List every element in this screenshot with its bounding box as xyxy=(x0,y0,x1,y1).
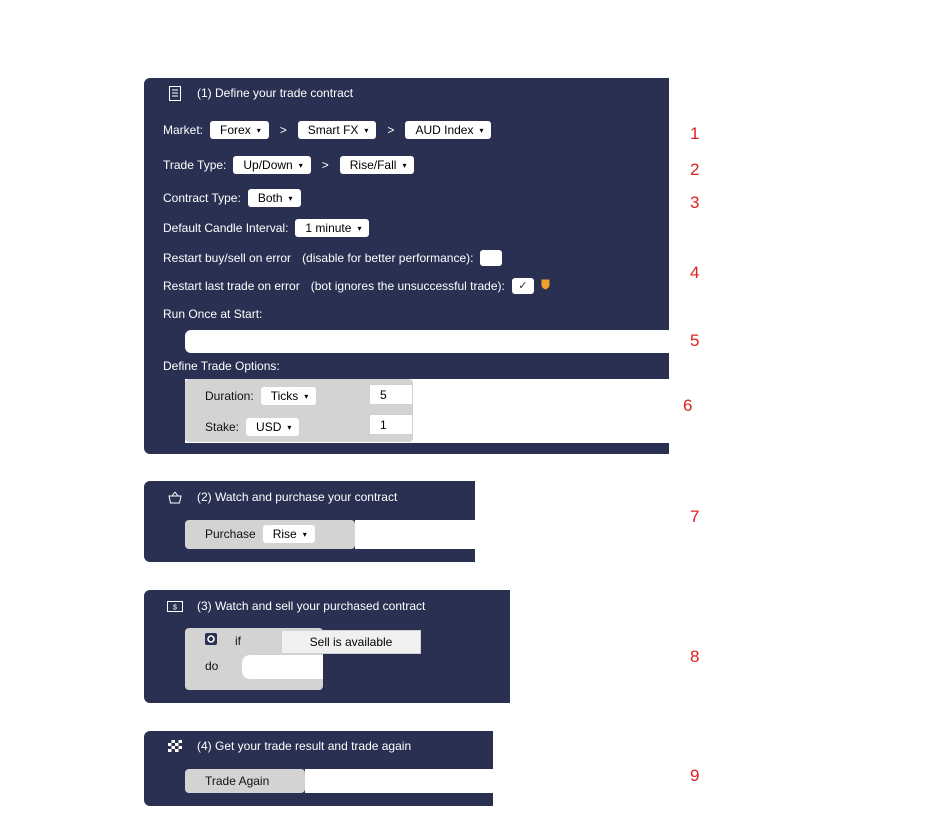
purchase-slot xyxy=(355,520,475,549)
svg-text:$: $ xyxy=(173,604,177,611)
chevron-down-icon: ▾ xyxy=(364,125,369,135)
trade-type-label: Trade Type: xyxy=(163,158,227,172)
sell-header xyxy=(167,598,425,614)
restart-last-trade-checkbox[interactable]: ✓ xyxy=(512,278,534,294)
trade-again-label: Trade Again xyxy=(205,774,270,788)
do-slot[interactable] xyxy=(242,655,323,679)
trade-contract-header xyxy=(167,85,353,101)
trade-again-title: (4) Get your trade result and trade again xyxy=(197,739,412,753)
gear-icon[interactable] xyxy=(205,633,217,648)
chevron-down-icon: ▾ xyxy=(298,160,303,170)
trade-options-label: Define Trade Options: xyxy=(163,359,280,373)
trade-again-statement[interactable] xyxy=(185,769,305,793)
duration-value-field[interactable]: 5 xyxy=(369,384,413,405)
restart-last-trade-hint: (bot ignores the unsuccessful trade): xyxy=(310,279,505,293)
chevron-down-icon: ▾ xyxy=(479,125,484,135)
candle-interval-dropdown[interactable]: 1 minute ▾ xyxy=(295,219,369,237)
duration-label: Duration: xyxy=(205,389,254,403)
money-bill-icon xyxy=(167,598,183,614)
marker-4: 4 xyxy=(690,263,700,282)
sell-block[interactable] xyxy=(144,590,510,703)
trade-type-row xyxy=(163,156,414,174)
purchase-title: (2) Watch and purchase your contract xyxy=(197,490,398,504)
stake-label: Stake: xyxy=(205,420,240,434)
chevron-down-icon: ▾ xyxy=(304,391,309,401)
trade-type-dropdown[interactable]: Rise/Fall ▾ xyxy=(340,156,415,174)
chevron-down-icon: ▾ xyxy=(357,223,362,233)
market-dropdown[interactable]: Forex ▾ xyxy=(210,121,269,139)
sell-condition-block[interactable]: Sell is available xyxy=(281,630,421,654)
run-once-row xyxy=(163,307,262,321)
trade-again-block[interactable] xyxy=(144,731,493,806)
purchase-type-dropdown[interactable]: Rise ▾ xyxy=(263,525,315,543)
do-label: do xyxy=(205,659,219,673)
chevron-down-icon: ▾ xyxy=(288,193,293,203)
restart-buy-sell-checkbox[interactable] xyxy=(480,250,502,266)
candle-interval-row xyxy=(163,219,369,237)
contract-type-row xyxy=(163,189,301,207)
stake-row xyxy=(205,418,299,436)
trade-contract-block[interactable] xyxy=(144,78,669,454)
separator-arrow: > xyxy=(279,123,287,137)
basket-icon xyxy=(167,489,183,505)
symbol-dropdown[interactable]: AUD Index ▾ xyxy=(405,121,491,139)
stake-value-field[interactable]: 1 xyxy=(369,414,413,435)
purchase-label: Purchase xyxy=(205,527,256,541)
marker-6: 6 xyxy=(683,396,693,415)
restart-buy-sell-row xyxy=(163,250,502,266)
marker-1: 1 xyxy=(690,124,700,143)
market-label: Market: xyxy=(163,123,204,137)
restart-last-trade-label: Restart last trade on error xyxy=(163,279,300,293)
trade-again-row xyxy=(205,774,269,788)
chevron-down-icon: ▾ xyxy=(287,422,292,432)
market-row xyxy=(163,121,491,139)
duration-row xyxy=(205,387,316,405)
restart-buy-sell-hint: (disable for better performance): xyxy=(302,251,474,265)
candle-interval-label: Default Candle Interval: xyxy=(163,221,289,235)
contract-type-label: Contract Type: xyxy=(163,191,241,205)
document-icon xyxy=(167,85,183,101)
marker-5: 5 xyxy=(690,331,700,350)
marker-7: 7 xyxy=(690,507,700,526)
marker-9: 9 xyxy=(690,766,700,785)
trade-contract-title: (1) Define your trade contract xyxy=(197,86,354,100)
marker-8: 8 xyxy=(690,647,700,666)
marker-3: 3 xyxy=(690,193,700,212)
do-row xyxy=(205,659,218,673)
purchase-row xyxy=(205,525,315,543)
chevron-down-icon: ▾ xyxy=(302,529,307,539)
marker-2: 2 xyxy=(690,160,700,179)
if-row xyxy=(205,633,241,648)
purchase-block[interactable] xyxy=(144,481,475,562)
trade-type-category-dropdown[interactable]: Up/Down ▾ xyxy=(233,156,310,174)
stake-currency-dropdown[interactable]: USD ▾ xyxy=(246,418,299,436)
trade-again-slot xyxy=(305,769,493,793)
trade-again-header xyxy=(167,738,411,754)
sell-title: (3) Watch and sell your purchased contract xyxy=(197,599,426,613)
purchase-statement[interactable] xyxy=(185,520,355,549)
restart-buy-sell-label: Restart buy/sell on error xyxy=(163,251,292,265)
separator-arrow: > xyxy=(321,158,329,172)
run-once-label: Run Once at Start: xyxy=(163,307,263,321)
chevron-down-icon: ▾ xyxy=(256,125,261,135)
restart-last-trade-row xyxy=(163,278,550,294)
contract-type-dropdown[interactable]: Both ▾ xyxy=(248,189,301,207)
chevron-down-icon: ▾ xyxy=(402,160,407,170)
if-label: if xyxy=(235,633,241,648)
run-once-slot[interactable] xyxy=(185,330,669,353)
duration-unit-dropdown[interactable]: Ticks ▾ xyxy=(261,387,317,405)
submarket-dropdown[interactable]: Smart FX ▾ xyxy=(298,121,377,139)
warning-shield-icon[interactable] xyxy=(541,279,550,293)
separator-arrow: > xyxy=(387,123,395,137)
trade-options-row xyxy=(163,359,280,373)
checkered-flag-icon xyxy=(167,738,183,754)
purchase-header xyxy=(167,489,397,505)
